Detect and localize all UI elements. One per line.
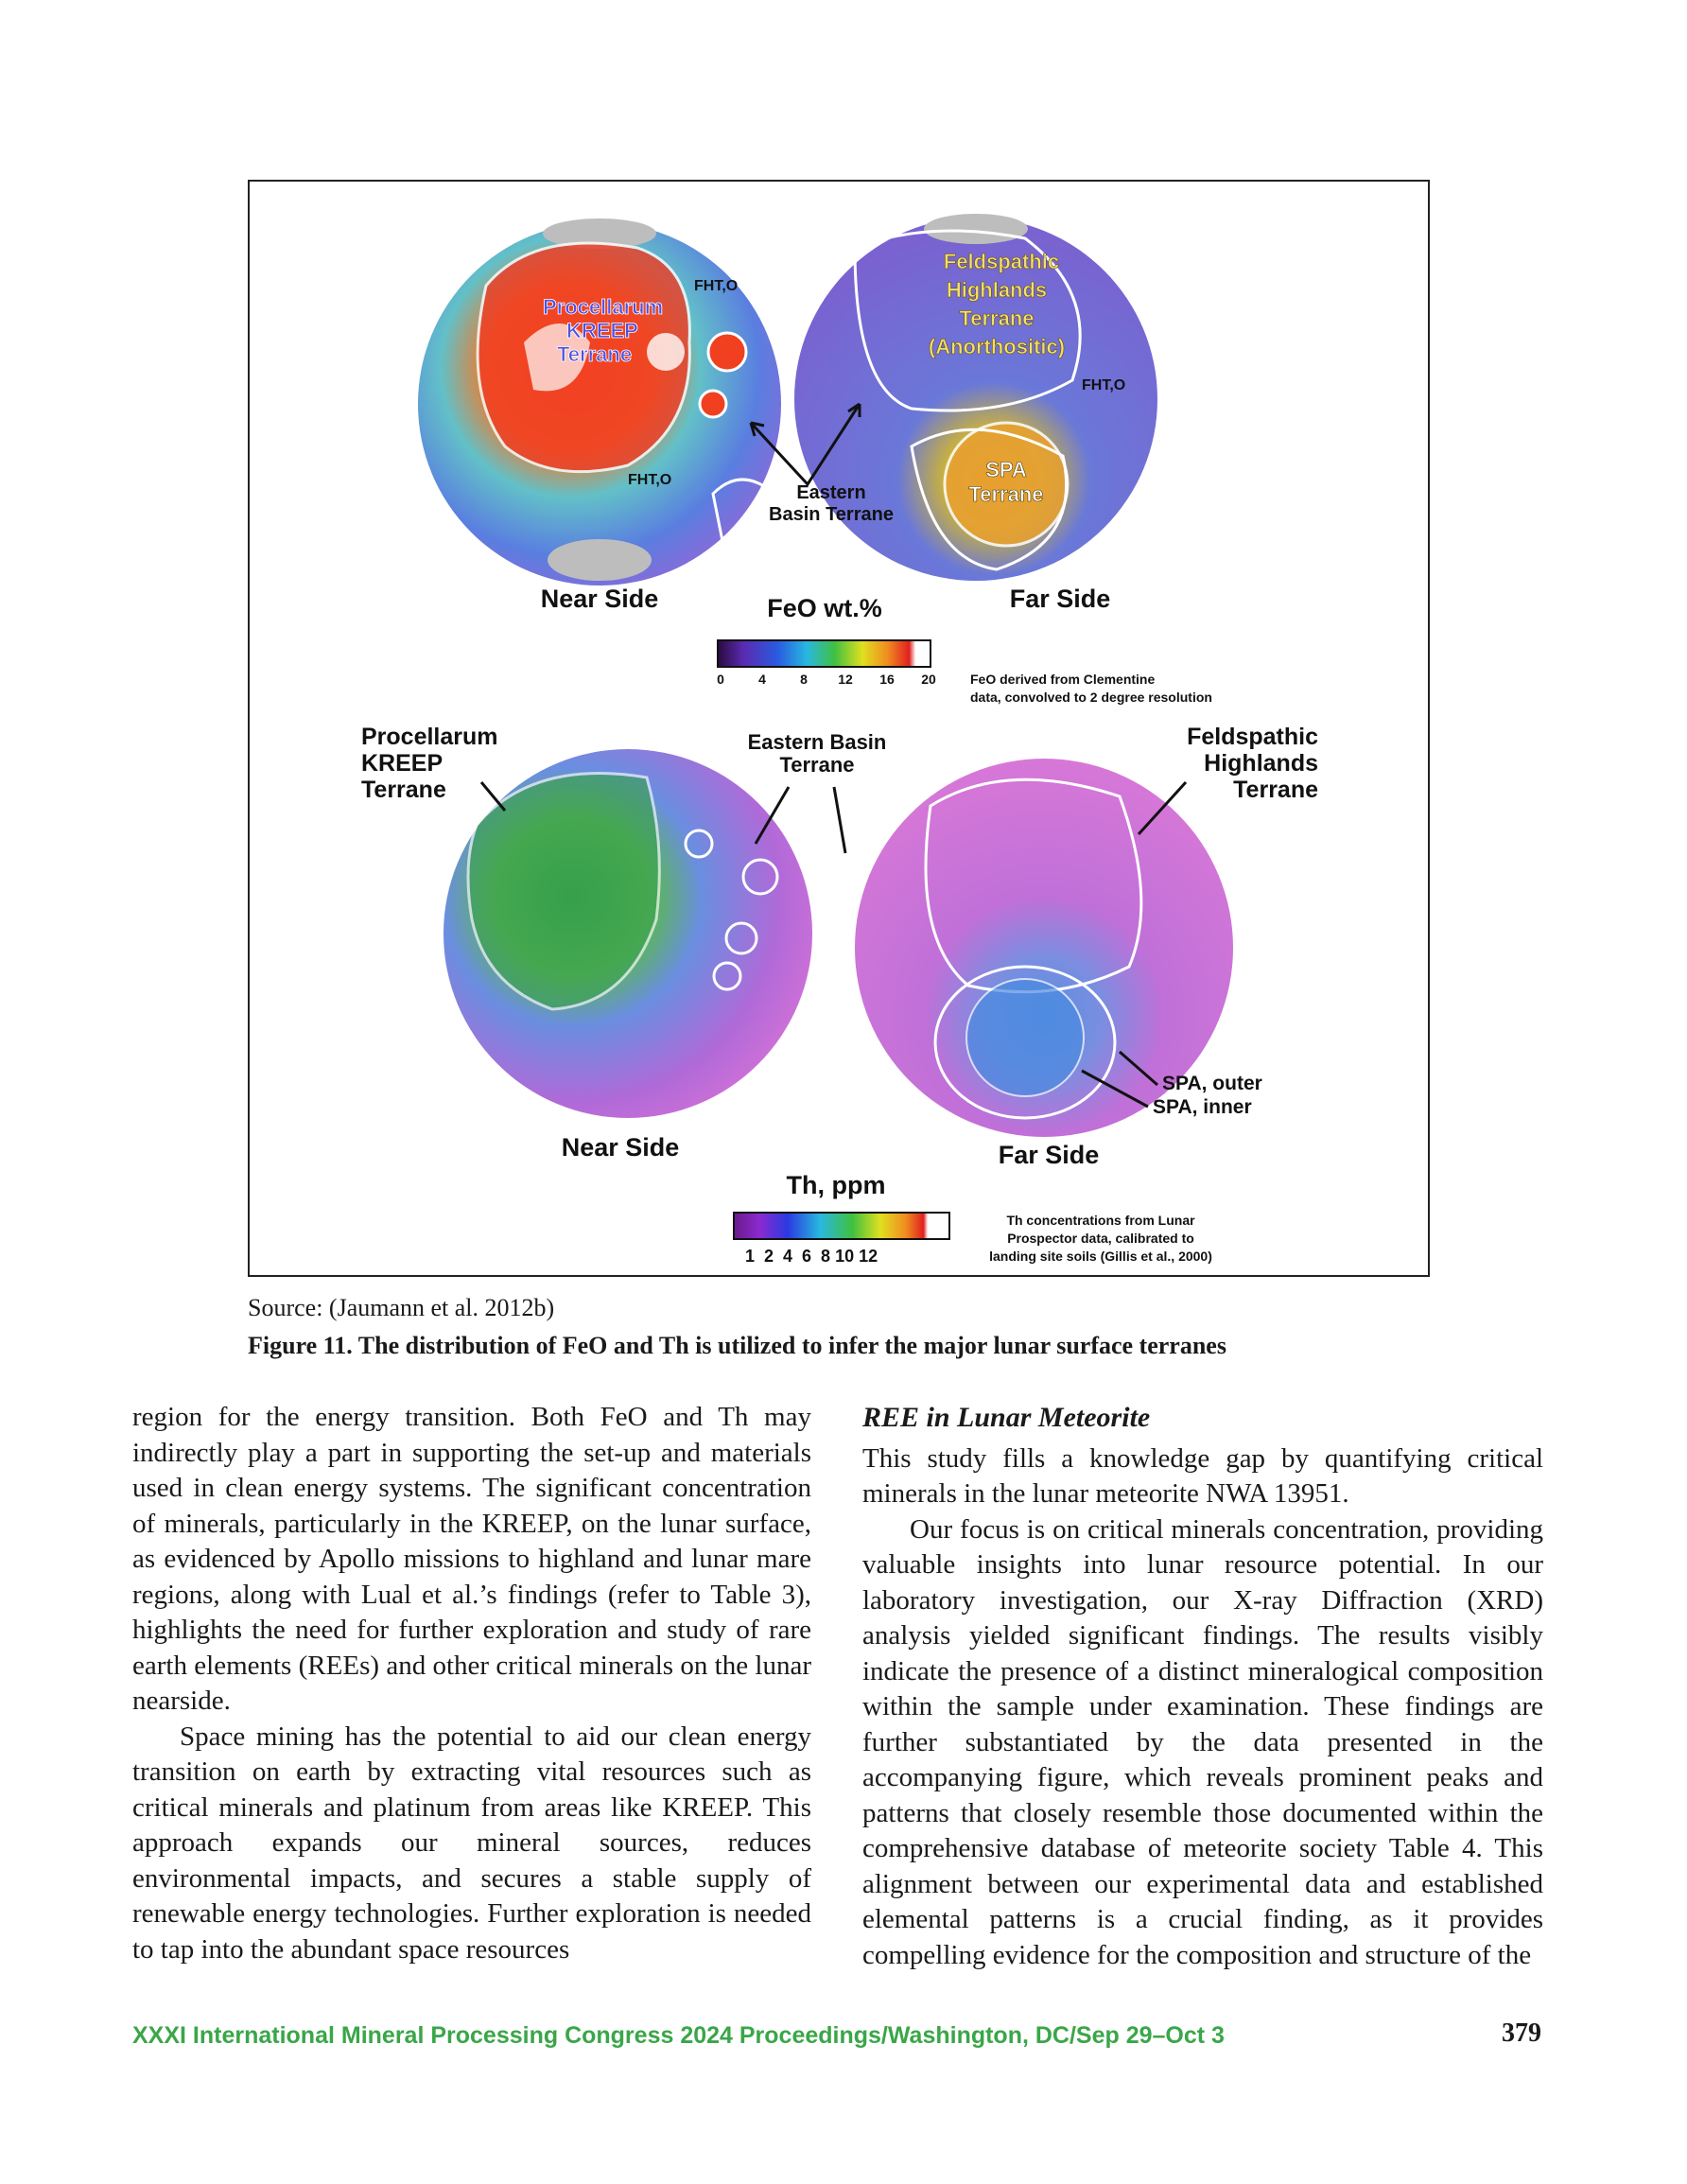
fht-bot-label-1: Feldspathic <box>1187 724 1318 750</box>
left-paragraph-1: region for the energy transition. Both FeO and Th may indirectly play a part in supporting the set-up and materials used in clean energy systems. The significant concentration of minerals, particularly in the KREEP, on the lunar surface, as evidenced by Apollo missions to highland and lunar mare regions, along with Lual et al.’s findings (refer to Table 3), highlights the need for further exploration and study of rare earth elements (REEs) and other critical minerals on the lunar nearside. <box>132 1402 811 1716</box>
pkt-bot-label-3: Terrane <box>361 777 446 803</box>
th-far-side-label: Far Side <box>998 1141 1100 1169</box>
right-paragraph-2: Our focus is on critical minerals concentration, providing valuable insights into lunar resource potential. In our laboratory investigation, our X-ray Diffraction (XRD) analysis yielded significant findings. The results visibly indicate the presence of a distinct mineralogical composition within the sample under examination. These findings are further substantiated by the data presented in the accompanying figure, which reveals prominent peaks and patterns that closely resemble those documented within the comprehensive database of meteorite society Table 4. This alignment between our experimental data and established elemental patterns is a crucial finding, as it provides compelling evidence for the composition and structure of the <box>862 1513 1543 1970</box>
running-footer: XXXI International Mineral Processing Congress 2024 Proceedings/Washington, DC/Sep 29–Oct 3 <box>132 2022 1225 2049</box>
feo-near-side-globe <box>418 218 781 585</box>
spa-top-label-1: SPA <box>985 458 1027 481</box>
th-note-1: Th concentrations from Lunar <box>1006 1213 1195 1228</box>
pkt-bot-arrow <box>481 782 505 811</box>
ebt-bot-label-1: Eastern Basin <box>747 730 887 754</box>
th-scale-ticks: 1 2 4 6 8 10 12 <box>745 1247 878 1266</box>
figure-source: Source: (Jaumann et al. 2012b) <box>248 1294 555 1321</box>
figure-caption: Figure 11. The distribution of FeO and Th is utilized to infer the major lunar surface terranes <box>248 1332 1226 1359</box>
feo-note-2: data, convolved to 2 degree resolution <box>970 690 1212 705</box>
right-column <box>862 1400 1543 1973</box>
right-paragraph-1: This study fills a knowledge gap by quantifying critical minerals in the lunar meteorite NWA 13951. <box>862 1442 1543 1509</box>
fht-bot-label-3: Terrane <box>1233 777 1318 803</box>
feo-tick-12: 12 <box>838 672 853 687</box>
spa-outer-label: SPA, outer <box>1162 1073 1262 1094</box>
fhto-label-2: FHT,O <box>628 472 672 488</box>
feo-far-side-label: Far Side <box>1009 585 1111 613</box>
ebt-top-label-1: Eastern <box>796 482 866 503</box>
pkt-top-label-1: Procellarum <box>543 295 664 319</box>
left-column <box>132 1400 811 1967</box>
feo-color-scale <box>718 640 930 667</box>
feo-near-side-label: Near Side <box>540 585 659 613</box>
pkt-bot-label-2: KREEP <box>361 750 443 777</box>
th-note-3: landing site soils (Gillis et al., 2000) <box>989 1249 1212 1264</box>
feo-tick-20: 20 <box>921 672 936 687</box>
feo-note-1: FeO derived from Clementine <box>970 672 1156 687</box>
fhto-label-3: FHT,O <box>1082 377 1126 393</box>
feo-tick-8: 8 <box>800 672 808 687</box>
figure-11 <box>248 180 1430 1277</box>
feo-scale-title: FeO wt.% <box>767 594 882 622</box>
spa-inner-label: SPA, inner <box>1153 1096 1252 1118</box>
fht-top-label-3: Terrane <box>959 306 1035 330</box>
page-number: 379 <box>1502 2018 1541 2048</box>
spa-top-label-2: Terrane <box>968 482 1044 506</box>
feo-tick-4: 4 <box>758 672 766 687</box>
fht-top-label-4: (Anorthositic) <box>928 335 1066 358</box>
section-heading: REE in Lunar Meteorite <box>862 1402 1151 1433</box>
fht-top-label-1: Feldspathic <box>943 250 1060 273</box>
th-color-scale <box>734 1213 949 1239</box>
feo-scale-ticks <box>717 672 936 687</box>
pkt-top-label-3: Terrane <box>557 342 633 366</box>
fhto-label-1: FHT,O <box>694 278 739 294</box>
ebt-top-label-2: Basin Terrane <box>769 504 894 525</box>
th-scale-title: Th, ppm <box>786 1171 886 1199</box>
th-near-side-label: Near Side <box>561 1133 680 1162</box>
feo-tick-0: 0 <box>717 672 724 687</box>
left-paragraph-2: Space mining has the potential to aid our clean energy transition on earth by extracting vital resources such as critical minerals and platinum from areas like KREEP. This approach expands our mineral sources, reduces environmental impacts, and secures a stable supply of renewable energy technologies. Further exploration is needed to tap into the abundant space resources <box>132 1721 811 1965</box>
pkt-bot-label-1: Procellarum <box>361 724 498 750</box>
th-note-2: Prospector data, calibrated to <box>1007 1231 1194 1246</box>
fht-bot-label-2: Highlands <box>1204 750 1318 777</box>
feo-tick-16: 16 <box>879 672 895 687</box>
ebt-bot-label-2: Terrane <box>779 753 855 777</box>
pkt-top-label-2: KREEP <box>566 319 638 342</box>
fht-top-label-2: Highlands <box>946 278 1048 302</box>
